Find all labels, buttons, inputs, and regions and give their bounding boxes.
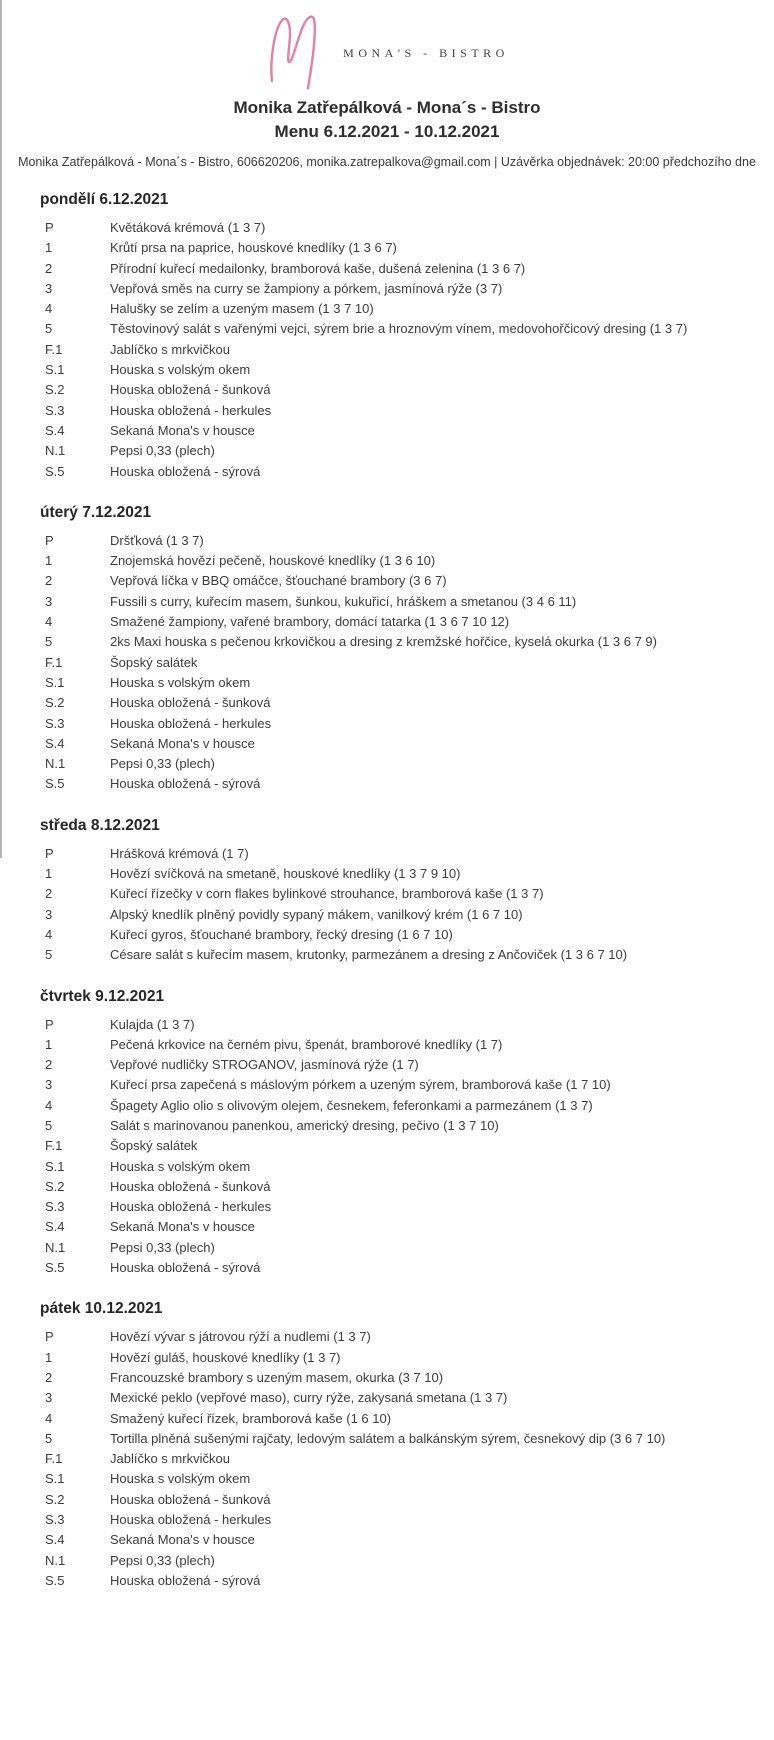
- menu-item-row: [40, 1512, 774, 1532]
- left-page-border: [0, 0, 2, 858]
- menu-item-row: [40, 1240, 774, 1260]
- item-code: S.2: [45, 1491, 65, 1507]
- item-desc: Hovězí svíčková na smetaně, houskové knedlíky (1 3 7 9 10): [110, 866, 461, 882]
- menu-item-row: [40, 573, 774, 593]
- item-desc: Krůtí prsa na paprice, houskové knedlíky (1 3 6 7): [110, 240, 397, 256]
- menu-item-row: [40, 1159, 774, 1179]
- item-code: 4: [45, 614, 53, 630]
- day-rows: [40, 1329, 774, 1593]
- item-desc: Houska obložená - herkules: [110, 402, 272, 418]
- day-title: středa 8.12.2021: [40, 816, 160, 834]
- item-code: 1: [45, 553, 53, 569]
- item-desc: Francouzské brambory s uzeným masem, okurka (3 7 10): [110, 1369, 444, 1385]
- menu-item-row: [40, 886, 774, 906]
- contact-line: Monika Zatřepálková - Mona´s - Bistro, 606620206, monika.zatrepalkova@gmail.com | Uzávěrka objednávek: 20:00 předchozího dne: [18, 155, 756, 169]
- menu-item-row: [40, 1471, 774, 1491]
- item-desc: Dršťková (1 3 7): [110, 532, 204, 548]
- item-code: F.1: [45, 1138, 63, 1154]
- item-desc: Sekaná Mona's v housce: [110, 735, 255, 751]
- menu-item-row: [40, 1037, 774, 1057]
- item-desc: Houska s volským okem: [110, 1471, 251, 1487]
- menu-item-row: [40, 756, 774, 776]
- menu-item-row: [40, 655, 774, 675]
- item-code: S.4: [45, 1532, 65, 1548]
- item-code: P: [45, 220, 54, 235]
- item-desc: Šopský salátek: [110, 1138, 198, 1154]
- item-code: 5: [45, 321, 53, 337]
- item-desc: Znojemská hovězí pečeně, houskové knedlíky (1 3 6 10): [110, 553, 436, 569]
- menu-item-row: [40, 1532, 774, 1552]
- day-rows: [40, 220, 774, 484]
- menu-item-row: [40, 1573, 774, 1593]
- menu-item-row: [40, 1098, 774, 1118]
- item-desc: Květáková krémová (1 3 7): [110, 220, 266, 235]
- item-code: S.3: [45, 1199, 65, 1215]
- day-title: pondělí 6.12.2021: [40, 191, 169, 208]
- item-code: S.4: [45, 1219, 65, 1235]
- item-code: 3: [45, 1390, 53, 1406]
- item-desc: Houska obložená - herkules: [110, 1199, 272, 1215]
- item-code: 2: [45, 260, 53, 276]
- item-code: S.3: [45, 1512, 65, 1528]
- menu-item-row: [40, 1411, 774, 1431]
- item-desc: Alpský knedlík plněný povidly sypaný mákem, vanilkový krém (1 6 7 10): [110, 906, 523, 922]
- item-desc: Houska obložená - sýrová: [110, 1260, 261, 1276]
- day-section: [40, 503, 774, 797]
- item-code: F.1: [45, 654, 63, 670]
- menu-item-row: [40, 695, 774, 715]
- item-desc: Houska obložená - šunková: [110, 695, 271, 711]
- item-code: N.1: [45, 443, 66, 459]
- menu-item-row: [40, 1017, 774, 1037]
- day-rows: [40, 533, 774, 797]
- menu-item-row: [40, 1492, 774, 1512]
- menu-item-row: [40, 382, 774, 402]
- item-code: S.2: [45, 1178, 65, 1194]
- item-code: 2: [45, 1369, 53, 1385]
- item-code: 4: [45, 926, 53, 942]
- item-code: S.5: [45, 1572, 65, 1588]
- item-code: 1: [45, 240, 53, 256]
- menu-item-row: [40, 594, 774, 614]
- menu-item-row: [40, 866, 774, 886]
- item-code: S.1: [45, 362, 65, 378]
- day-section: [40, 1299, 774, 1593]
- item-code: 4: [45, 1097, 53, 1113]
- item-desc: Houska obložená - šunková: [110, 1491, 271, 1507]
- menu-item-row: [40, 1118, 774, 1138]
- menu-item-row: [40, 614, 774, 634]
- menu-item-row: [40, 281, 774, 301]
- menu-item-row: [40, 1260, 774, 1280]
- item-desc: Šopský salátek: [110, 654, 198, 670]
- item-desc: Kuřecí řízečky v corn flakes bylinkové strouhance, bramborová kaše (1 3 7): [110, 886, 544, 902]
- item-code: S.5: [45, 776, 65, 792]
- menu-item-row: [40, 1077, 774, 1097]
- menu-item-row: [40, 1219, 774, 1239]
- item-desc: Pepsi 0,33 (plech): [110, 443, 215, 459]
- item-desc: Pepsi 0,33 (plech): [110, 756, 215, 772]
- item-desc: Houska s volským okem: [110, 362, 251, 378]
- item-code: S.1: [45, 674, 65, 690]
- item-desc: Přírodní kuřecí medailonky, bramborová kaše, dušená zelenina (1 3 6 7): [110, 260, 526, 276]
- menu-item-row: [40, 220, 774, 240]
- item-code: F.1: [45, 341, 63, 357]
- item-code: N.1: [45, 756, 66, 772]
- menu-item-row: [40, 634, 774, 654]
- weekly-menu: [0, 169, 774, 1593]
- logo-m-stroke: [272, 17, 315, 89]
- item-desc: Jablíčko s mrkvičkou: [110, 341, 230, 357]
- menu-item-row: [40, 261, 774, 281]
- menu-item-row: [40, 403, 774, 423]
- menu-item-row: [40, 240, 774, 260]
- item-code: P: [45, 1016, 54, 1032]
- item-desc: Césare salát s kuřecím masem, krutonky, parmezánem a dresing z Ančoviček (1 3 6 7 10): [110, 947, 628, 963]
- item-desc: Smažený kuřecí řízek, bramborová kaše (1 6 10): [110, 1410, 392, 1426]
- item-desc: Houska s volským okem: [110, 674, 251, 690]
- day-title: pátek 10.12.2021: [40, 1300, 163, 1318]
- menu-item-row: [40, 301, 774, 321]
- item-code: 1: [45, 1349, 53, 1365]
- menu-item-row: [40, 464, 774, 484]
- item-code: 3: [45, 280, 53, 296]
- item-desc: Jablíčko s mrkvičkou: [110, 1451, 230, 1467]
- day-title: úterý 7.12.2021: [40, 503, 152, 521]
- menu-item-row: [40, 1138, 774, 1158]
- item-desc: Sekaná Mona's v housce: [110, 1219, 255, 1235]
- item-desc: Smažené žampiony, vařené brambory, domácí tatarka (1 3 6 7 10 12): [110, 614, 510, 630]
- menu-item-row: [40, 1451, 774, 1471]
- item-code: S.5: [45, 1260, 65, 1276]
- day-rows: [40, 1017, 774, 1281]
- menu-item-row: [40, 1370, 774, 1390]
- item-desc: Houska obložená - šunková: [110, 382, 271, 398]
- item-code: 4: [45, 301, 53, 317]
- menu-item-row: [40, 675, 774, 695]
- item-code: 5: [45, 947, 53, 963]
- item-code: N.1: [45, 1239, 66, 1255]
- item-code: S.1: [45, 1158, 65, 1174]
- menu-item-row: [40, 1057, 774, 1077]
- item-code: 2: [45, 886, 53, 902]
- menu-item-row: [40, 342, 774, 362]
- item-code: S.2: [45, 382, 65, 398]
- item-desc: Vepřová líčka v BBQ omáčce, šťouchané brambory (3 6 7): [110, 573, 447, 589]
- item-desc: Houska obložená - šunková: [110, 1178, 271, 1194]
- item-desc: Hovězí vývar s játrovou rýží a nudlemi (1 3 7): [110, 1329, 371, 1345]
- item-desc: Kulajda (1 3 7): [110, 1016, 195, 1032]
- item-code: S.1: [45, 1471, 65, 1487]
- menu-item-row: [40, 423, 774, 443]
- item-desc: Sekaná Mona's v housce: [110, 1532, 255, 1548]
- item-code: S.2: [45, 695, 65, 711]
- menu-item-row: [40, 1329, 774, 1349]
- menu-item-row: [40, 1350, 774, 1370]
- item-code: F.1: [45, 1451, 63, 1467]
- item-code: 4: [45, 1410, 53, 1426]
- menu-item-row: [40, 533, 774, 553]
- item-desc: Houska obložená - sýrová: [110, 1572, 261, 1588]
- item-code: 2: [45, 573, 53, 589]
- item-code: S.4: [45, 735, 65, 751]
- menu-item-row: [40, 443, 774, 463]
- item-code: 3: [45, 906, 53, 922]
- menu-item-row: [40, 1179, 774, 1199]
- day-rows: [40, 846, 774, 968]
- item-desc: Houska obložená - herkules: [110, 715, 272, 731]
- item-code: 5: [45, 1430, 53, 1446]
- page-subtitle: Menu 6.12.2021 - 10.12.2021: [274, 122, 500, 141]
- item-desc: Tortilla plněná sušenými rajčaty, ledovým salátem a balkánským sýrem, česnekový dip (3 6 7 10): [110, 1430, 666, 1446]
- item-code: S.3: [45, 402, 65, 418]
- item-desc: Houska obložená - herkules: [110, 1512, 272, 1528]
- menu-item-row: [40, 1553, 774, 1573]
- monas-m-logo-icon: [265, 7, 323, 91]
- item-code: P: [45, 845, 54, 861]
- item-code: P: [45, 532, 54, 548]
- menu-item-row: [40, 736, 774, 756]
- item-desc: Hrášková krémová (1 7): [110, 845, 249, 861]
- menu-item-row: [40, 362, 774, 382]
- item-desc: Vepřové nudličky STROGANOV, jasmínová rýže (1 7): [110, 1057, 419, 1073]
- item-desc: Špagety Aglio olio s olivovým olejem, česnekem, feferonkami a parmezánem (1 3 7): [110, 1097, 593, 1113]
- item-desc: Pečená krkovice na černém pivu, špenát, bramborové knedlíky (1 7): [110, 1036, 503, 1052]
- day-section: [40, 816, 774, 968]
- item-code: 3: [45, 593, 53, 609]
- item-desc: Těstovinový salát s vařenými vejci, sýrem brie a hroznovým vínem, medovohořčicový dresing (1 3 7): [110, 321, 688, 337]
- logo-brand-text: MONA'S - BISTRO: [343, 45, 509, 60]
- item-desc: Houska obložená - sýrová: [110, 463, 261, 479]
- menu-item-row: [40, 846, 774, 866]
- item-code: S.3: [45, 715, 65, 731]
- item-code: 5: [45, 1117, 53, 1133]
- menu-item-row: [40, 1390, 774, 1410]
- menu-item-row: [40, 927, 774, 947]
- item-desc: Vepřová směs na curry se žampiony a pórkem, jasmínová rýže (3 7): [110, 280, 503, 296]
- item-desc: Kuřecí prsa zapečená s máslovým pórkem a uzeným sýrem, bramborová kaše (1 7 10): [110, 1077, 611, 1093]
- item-desc: Fussili s curry, kuřecím masem, šunkou, kukuřicí, hráškem a smetanou (3 4 6 11): [110, 593, 577, 609]
- item-desc: Halušky se zelím a uzeným masem (1 3 7 10): [110, 301, 374, 317]
- menu-item-row: [40, 553, 774, 573]
- item-desc: Salát s marinovanou panenkou, americký dresing, pečivo (1 3 7 10): [110, 1117, 499, 1133]
- menu-item-row: [40, 1199, 774, 1219]
- item-desc: Hovězí guláš, houskové knedlíky (1 3 7): [110, 1349, 341, 1365]
- item-desc: Houska obložená - sýrová: [110, 776, 261, 792]
- day-title: čtvrtek 9.12.2021: [40, 987, 165, 1005]
- item-desc: Mexické peklo (vepřové maso), curry rýže, zakysaná smetana (1 3 7): [110, 1390, 508, 1406]
- logo: [0, 0, 774, 86]
- menu-item-row: [40, 907, 774, 927]
- item-desc: Houska s volským okem: [110, 1158, 251, 1174]
- item-desc: Sekaná Mona's v housce: [110, 422, 255, 438]
- menu-item-row: [40, 321, 774, 341]
- menu-item-row: [40, 716, 774, 736]
- menu-item-row: [40, 947, 774, 967]
- item-code: S.4: [45, 422, 65, 438]
- item-code: S.5: [45, 463, 65, 479]
- item-desc: Pepsi 0,33 (plech): [110, 1552, 215, 1568]
- item-code: 1: [45, 1036, 53, 1052]
- item-desc: 2ks Maxi houska s pečenou krkovičkou a dresing z kremžské hořčice, kyselá okurka (1 3 6 7 9): [110, 634, 657, 650]
- item-desc: Pepsi 0,33 (plech): [110, 1239, 215, 1255]
- item-code: 3: [45, 1077, 53, 1093]
- menu-item-row: [40, 1431, 774, 1451]
- page-title: Monika Zatřepálková - Mona´s - Bistro: [233, 98, 541, 117]
- item-code: 2: [45, 1057, 53, 1073]
- item-desc: Kuřecí gyros, šťouchané brambory, řecký dresing (1 6 7 10): [110, 926, 453, 942]
- item-code: 5: [45, 634, 53, 650]
- item-code: P: [45, 1329, 54, 1345]
- day-section: [40, 190, 774, 484]
- item-code: 1: [45, 866, 53, 882]
- menu-item-row: [40, 776, 774, 796]
- day-section: [40, 987, 774, 1281]
- item-code: N.1: [45, 1552, 66, 1568]
